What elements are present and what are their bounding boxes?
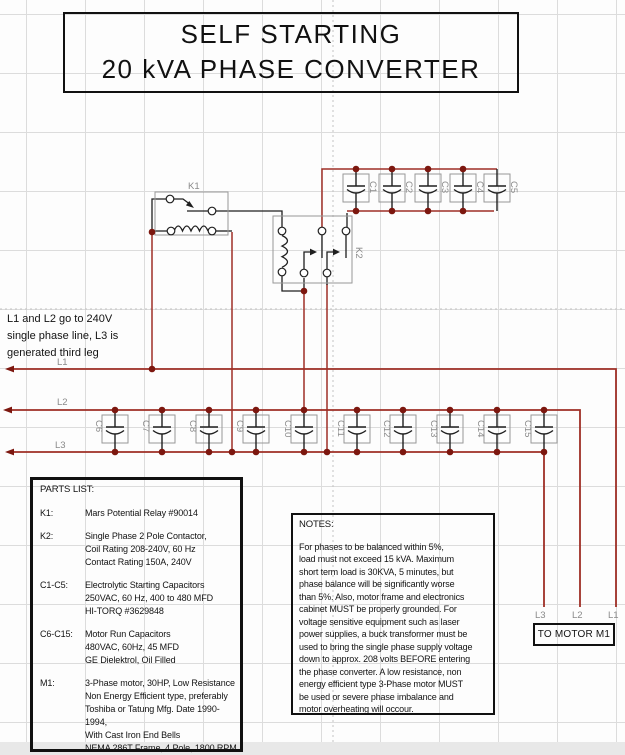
capacitor-c10-label: C10 [282, 420, 293, 438]
part-desc-line: With Cast Iron End Bells [85, 730, 181, 740]
wire-k1-contact-out [216, 211, 282, 227]
capacitor-c12-label: C12 [381, 420, 392, 438]
capacitor-c3 [415, 169, 441, 211]
annotation-line: L1 and L2 go to 240V [7, 313, 113, 325]
capacitor-c6 [102, 410, 128, 452]
wire-start-cap-top-bus [322, 169, 497, 227]
parts-entry-c6-c15 [40, 628, 240, 667]
title-box [63, 12, 519, 93]
capacitor-c3-label: C3 [439, 181, 450, 194]
capacitor-c1-label: C1 [367, 181, 378, 194]
contactor-k2-label: K2 [353, 247, 364, 259]
capacitor-c14-label: C14 [475, 420, 486, 438]
notes-box [291, 513, 495, 715]
capacitor-c10 [291, 410, 317, 452]
capacitor-c15 [531, 410, 557, 452]
part-desc-line: GE Dielektrol, Oil Filled [85, 655, 176, 665]
capacitor-c2-label: C2 [403, 181, 414, 194]
capacitor-c9 [243, 410, 269, 452]
part-desc-line: Toshiba or Tatung Mfg. Date 1990-1994, [85, 704, 220, 727]
part-desc-line: Coil Rating 208-240V, 60 Hz [85, 544, 196, 554]
parts-entry-m1 [40, 677, 240, 755]
notes-body [299, 541, 493, 716]
capacitor-c14 [484, 410, 510, 452]
notes-line: For phases to be balanced within 5%, [299, 541, 444, 552]
capacitor-c7-label: C7 [140, 420, 151, 433]
notes-line: voltage sensitive equipment such as laser [299, 616, 460, 627]
title-line-1: SELF STARTING [180, 19, 402, 49]
part-desc-line: Mars Potential Relay #90014 [85, 508, 198, 518]
capacitor-c8 [196, 410, 222, 452]
capacitor-c2 [379, 169, 405, 211]
capacitor-c4-label: C4 [474, 181, 485, 194]
to-motor-label: TO MOTOR M1 [537, 629, 611, 640]
notes-line: cabinet MUST be properly grounded. For [299, 604, 457, 614]
parts-list-title: PARTS LIST: [40, 484, 94, 495]
rail-label-l3: L3 [55, 440, 66, 451]
notes-line: be used or severe phase imbalance and [299, 691, 454, 702]
part-desc-line: Electrolytic Starting Capacitors [85, 580, 205, 590]
capacitor-c5 [484, 169, 510, 211]
start-capacitor-bank [343, 169, 519, 211]
part-desc-line: Single Phase 2 Pole Contactor, [85, 531, 207, 541]
capacitor-c5-label: C5 [508, 181, 519, 194]
l3-rail-end-arrow [5, 449, 14, 456]
annotation-note [7, 311, 118, 362]
part-desc-line: 3-Phase motor, 30HP, Low Resistance [85, 678, 235, 688]
notes-line: short term load is 30KVA, 5 minutes, but [299, 566, 454, 577]
capacitor-c13-label: C13 [428, 420, 439, 438]
rail-label-l2: L2 [57, 397, 68, 408]
part-desc-line: 250VAC, 60 Hz, 400 to 480 MFD [85, 593, 214, 603]
l2-rail-end-arrow [3, 407, 12, 414]
capacitor-c11 [344, 410, 370, 452]
notes-line: motor overheating will occour. [299, 704, 414, 714]
wire-k1-left-loop [152, 199, 167, 232]
rail-label-l1: L1 [57, 357, 68, 368]
notes-title: NOTES: [299, 519, 334, 530]
capacitor-c7 [149, 410, 175, 452]
capacitor-c11-label: C11 [335, 420, 346, 437]
part-key: C1-C5: [40, 580, 68, 590]
parts-list-box [30, 477, 243, 752]
to-motor-box [533, 623, 615, 646]
notes-line: than 5%. Also, motor frame and electronics [299, 591, 465, 602]
part-desc-line: NEMA 286T Frame, 4 Pole, 1800 RPM [85, 743, 237, 753]
part-key: C6-C15: [40, 629, 73, 639]
notes-line: phase balance will be significantly worse [299, 579, 455, 589]
notes-line: power supplies, a buck transformer must be [299, 629, 468, 639]
part-desc-line: 480VAC, 60Hz, 45 MFD [85, 642, 179, 652]
capacitor-c1 [343, 169, 369, 211]
junction-dots [112, 166, 548, 456]
part-desc-line: Motor Run Capacitors [85, 629, 171, 639]
parts-entry-c1-c5 [40, 579, 240, 618]
run-capacitor-bank [93, 410, 557, 452]
relay-k1 [155, 181, 228, 235]
rail-labels [55, 357, 68, 451]
annotation-line: single phase line, L3 is [7, 330, 119, 342]
l1-rail-end-arrow [5, 366, 14, 373]
notes-line: energy efficient type 3-Phase motor MUST [299, 679, 463, 689]
capacitor-c6-label: C6 [93, 420, 104, 433]
part-key: M1: [40, 678, 55, 688]
motor-lead-l1: L1 [608, 610, 619, 621]
capacitor-c9-label: C9 [234, 420, 245, 433]
notes-line: down to approx. 208 volts BEFORE entering [299, 654, 470, 664]
parts-entry-k1 [40, 507, 240, 520]
control-wiring [152, 199, 347, 291]
capacitor-c4 [450, 169, 476, 211]
motor-lead-l3: L3 [535, 610, 546, 621]
part-key: K2: [40, 531, 54, 541]
motor-lead-labels [535, 610, 619, 621]
relay-k1-label: K1 [188, 181, 200, 192]
contactor-k2 [273, 216, 364, 283]
part-key: K1: [40, 508, 54, 518]
notes-line: used to bring the single phase supply voltage [299, 641, 473, 652]
capacitor-c15-label: C15 [522, 420, 533, 438]
notes-line: the phase converter. A low resistance, non [299, 666, 462, 677]
annotation-line: generated third leg [7, 347, 99, 359]
part-desc-line: Non Energy Efficient type, preferably [85, 691, 228, 701]
motor-lead-l2: L2 [572, 610, 583, 621]
capacitor-c8-label: C8 [187, 420, 198, 433]
title-line-2: 20 kVA PHASE CONVERTER [101, 54, 481, 84]
capacitor-c12 [390, 410, 416, 452]
parts-entry-k2 [40, 530, 240, 569]
part-desc-line: Contact Rating 150A, 240V [85, 557, 192, 567]
notes-line: load must not exceed 15 kVA. Maximum [299, 554, 455, 564]
part-desc-line: HI-TORQ #3629848 [85, 606, 164, 616]
capacitor-c13 [437, 410, 463, 452]
